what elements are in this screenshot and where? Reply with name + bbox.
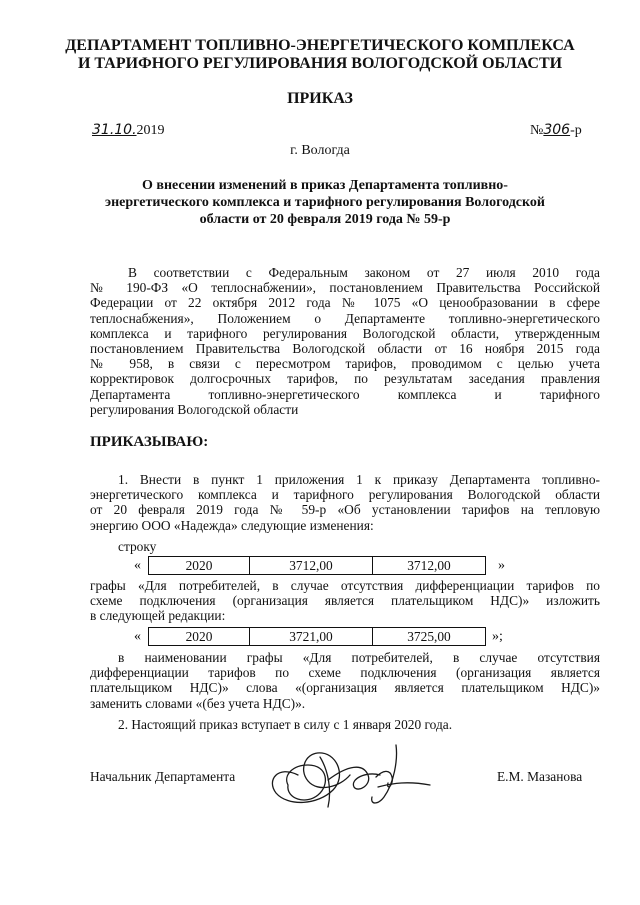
row-label: строку: [118, 539, 157, 554]
item-1-line: плательщиком НДС)» слова «(организация является плательщиком НДС)»: [90, 680, 600, 696]
order-title-line3: области от 20 февраля 2019 года № 59-р: [199, 212, 451, 227]
signatory-name: Е.М. Мазанова: [497, 769, 583, 784]
preamble-line: комплекса и тарифного регулирования Вологодской области, утвержденным: [90, 325, 600, 341]
handwritten-date: 31.10.: [92, 122, 137, 138]
city: г. Вологда: [290, 143, 350, 158]
item-1-line: энергетического комплекса и тарифного регулирования Вологодской области: [90, 487, 600, 503]
new-row-year: 2020: [185, 629, 213, 644]
number-suffix: -р: [570, 123, 582, 138]
number-sign: №: [530, 123, 544, 138]
item-1-line: в следующей редакции:: [90, 608, 226, 624]
new-row-table: [134, 627, 506, 646]
open-quote: «: [134, 628, 141, 644]
item-1-line: дифференциации тарифов по схеме подключения (организация является: [90, 665, 600, 681]
item-1-line: схеме подключения (организация является плательщиком НДС)» изложить: [90, 593, 600, 609]
handwritten-signature: [258, 735, 448, 815]
item-1-line: 1. Внести в пункт 1 приложения 1 к приказу Департамента топливно-: [118, 472, 600, 487]
preamble-line: регулирования Вологодской области: [90, 401, 299, 417]
preamble: [90, 265, 600, 417]
item-1: [90, 472, 600, 533]
preamble-line: Федерации от 22 октября 2012 года № 1075 «О ценообразовании в сфере: [90, 295, 600, 311]
close-quote: »: [498, 557, 505, 573]
signatory-position: Начальник Департамента: [90, 769, 236, 784]
new-row-value-1: 3721,00: [249, 628, 372, 645]
preamble-line: теплоснабжения», Положением о Департаменте топливно-энергетического: [90, 310, 600, 326]
old-row-table: [134, 556, 512, 575]
order-title-line1: О внесении изменений в приказ Департамента топливно-: [142, 178, 508, 193]
document-date: [92, 122, 165, 139]
department-name-line2: И ТАРИФНОГО РЕГУЛИРОВАНИЯ ВОЛОГОДСКОЙ ОБЛАСТИ: [77, 55, 563, 72]
preamble-line: В соответствии с Федеральным законом от 27 июля 2010 года: [128, 265, 600, 280]
preamble-line: Департамента топливно-энергетического комплекса и тарифного: [90, 386, 600, 402]
old-row-year: 2020: [185, 558, 213, 573]
item-1-tail: [90, 650, 600, 711]
handwritten-number: 306: [543, 122, 571, 138]
old-row-value-1: 3712,00: [249, 557, 372, 574]
document-type: ПРИКАЗ: [287, 90, 353, 107]
item-2: 2. Настоящий приказ вступает в силу с 1 января 2020 года.: [118, 717, 453, 732]
open-quote: «: [134, 557, 141, 573]
item-1-mid: [90, 578, 600, 624]
preamble-line: № 190-ФЗ «О теплоснабжении», постановлением Правительства Российской: [90, 280, 600, 296]
document-number: [530, 122, 582, 139]
new-row-value-2: 3725,00: [372, 628, 485, 645]
item-1-line: в наименовании графы «Для потребителей, в случае отсутствия: [118, 650, 600, 665]
old-row-cells: [148, 556, 486, 575]
old-row-value-2: 3712,00: [372, 557, 485, 574]
preamble-line: корректировок долгосрочных тарифов, по результатам заседания правления: [90, 371, 600, 387]
order-word: ПРИКАЗЫВАЮ:: [90, 434, 209, 450]
order-title-line2: энергетического комплекса и тарифного регулирования Вологодской: [105, 195, 545, 210]
date-year: 2019: [136, 123, 165, 138]
item-1-line: заменить словами «(без учета НДС)».: [90, 695, 306, 711]
department-name-line1: ДЕПАРТАМЕНТ ТОПЛИВНО-ЭНЕРГЕТИЧЕСКОГО КОМПЛЕКСА: [65, 37, 575, 54]
new-row-cells: [148, 627, 486, 646]
item-1-line: графы «Для потребителей, в случае отсутствия дифференциации тарифов по: [90, 578, 600, 593]
item-1-line: энергию ООО «Надежда» следующие изменения:: [90, 517, 374, 533]
close-quote: »;: [492, 628, 503, 644]
preamble-line: № 958, в связи с пересмотром тарифов, проводимом с целью учета: [90, 356, 600, 372]
preamble-line: постановлением Правительства Вологодской области от 16 ноября 2015 года: [90, 341, 600, 357]
item-1-line: от 20 февраля 2019 года № 59-р «Об установлении тарифов на тепловую: [90, 502, 600, 518]
